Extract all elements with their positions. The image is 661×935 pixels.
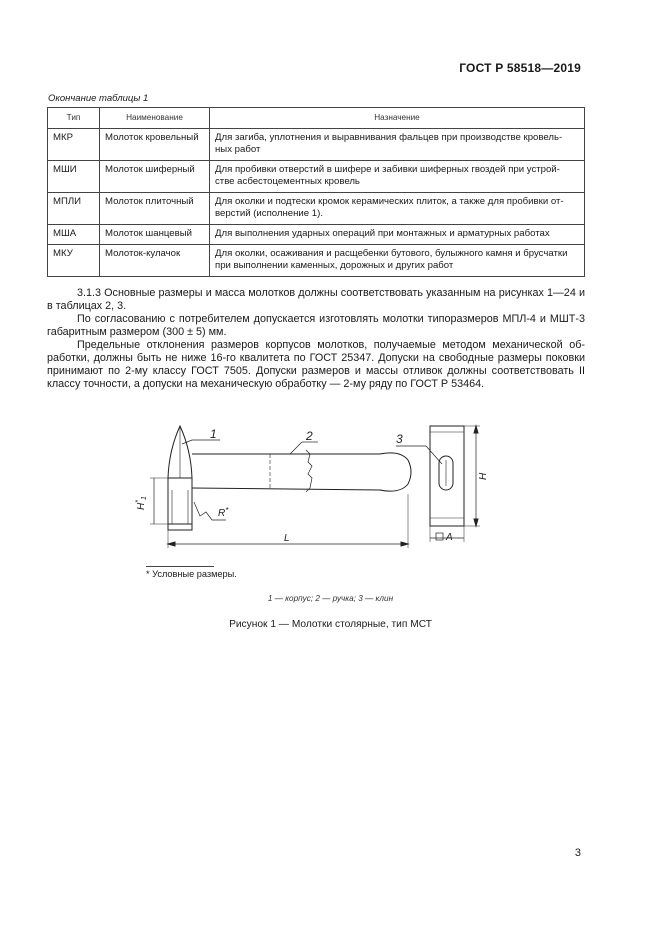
cell-purpose: Для выполнения ударных операций при монтажных и арматурных работах — [210, 225, 585, 245]
cell-name: Молоток шиферный — [100, 161, 210, 193]
cell-type: МКР — [48, 129, 100, 161]
body-text — [47, 287, 585, 391]
label-part-2: 2 — [306, 429, 313, 443]
figure-caption: Рисунок 1 — Молотки столярные, тип МСТ — [229, 619, 432, 630]
column-header-type: Тип — [48, 108, 100, 129]
label-part-3: 3 — [396, 432, 403, 446]
table-row — [48, 245, 585, 277]
label-l: L — [284, 533, 290, 544]
cell-name: Молоток кровельный — [100, 129, 210, 161]
cell-purpose: Для загиба, уплотнения и выравнивания фальцев при производстве кровель-ных работ — [210, 129, 585, 161]
cell-purpose: Для околки, осаживания и расщебенки бутового, булыжного камня и брусчатки при выполнении каменных, дорожных и других работ — [210, 245, 585, 277]
table-header-row — [48, 108, 585, 129]
handle-outline — [192, 453, 411, 491]
footnote-divider — [146, 566, 214, 567]
cell-purpose: Для пробивки отверстий в шифере и забивки шиферных гвоздей при устрой-стве асбестоцементных кровель — [210, 161, 585, 193]
label-a: A — [446, 532, 453, 543]
figure-legend: 1 — корпус; 2 — ручка; 3 — клин — [267, 594, 394, 603]
page-number: 3 — [574, 847, 581, 859]
cell-type: МКУ — [48, 245, 100, 277]
cell-name: Молоток-кулачок — [100, 245, 210, 277]
hammer-drawing — [130, 420, 490, 555]
label-h: H — [478, 472, 489, 480]
hammer-types-table — [47, 107, 585, 277]
label-r: R* — [218, 506, 229, 519]
table-row — [48, 193, 585, 225]
paragraph-3-1-3: 3.1.3 Основные размеры и масса молотков должны соответствовать указанным на рисунках 1—24 и в таблицах 2, 3. — [47, 287, 585, 312]
cell-name: Молоток плиточный — [100, 193, 210, 225]
cell-type: МША — [48, 225, 100, 245]
table-row — [48, 129, 585, 161]
table-row — [48, 161, 585, 193]
standard-designation: ГОСТ Р 58518—2019 — [459, 61, 581, 75]
label-h1: $H^*_1$ — [135, 496, 148, 510]
table-caption: Окончание таблицы 1 — [48, 93, 149, 104]
paragraph-agreement: По согласованию с потребителем допускается изготовлять молотки типоразмеров МПЛ-4 и МШТ-3 габаритным размером (300 ± 5) мм. — [47, 313, 585, 338]
cell-name: Молоток шанцевый — [100, 225, 210, 245]
column-header-name: Наименование — [100, 108, 210, 129]
cell-type: МПЛИ — [48, 193, 100, 225]
table-row — [48, 225, 585, 245]
hammer-head-front — [430, 426, 464, 526]
cell-purpose: Для околки и подтески кромок керамических плиток, а также для пробивки от-верстий (исполнение 1). — [210, 193, 585, 225]
figure-footnote: * Условные размеры. — [146, 569, 237, 579]
paragraph-tolerances: Предельные отклонения размеров корпусов молотков, получаемые методом механической об-работки, должны быть не ниже 16-го квалитета по ГОСТ 25347. Допуски на свободные размеры поковки принимают по 2-му классу ГОСТ 7505. Допуски размеров и массы отливок должны соответствовать II классу точности, а допуски на механическую обработку — 2-му ряду по ГОСТ Р 53464. — [47, 339, 585, 390]
column-header-purpose: Назначение — [210, 108, 585, 129]
label-part-1: 1 — [210, 427, 217, 441]
cell-type: МШИ — [48, 161, 100, 193]
